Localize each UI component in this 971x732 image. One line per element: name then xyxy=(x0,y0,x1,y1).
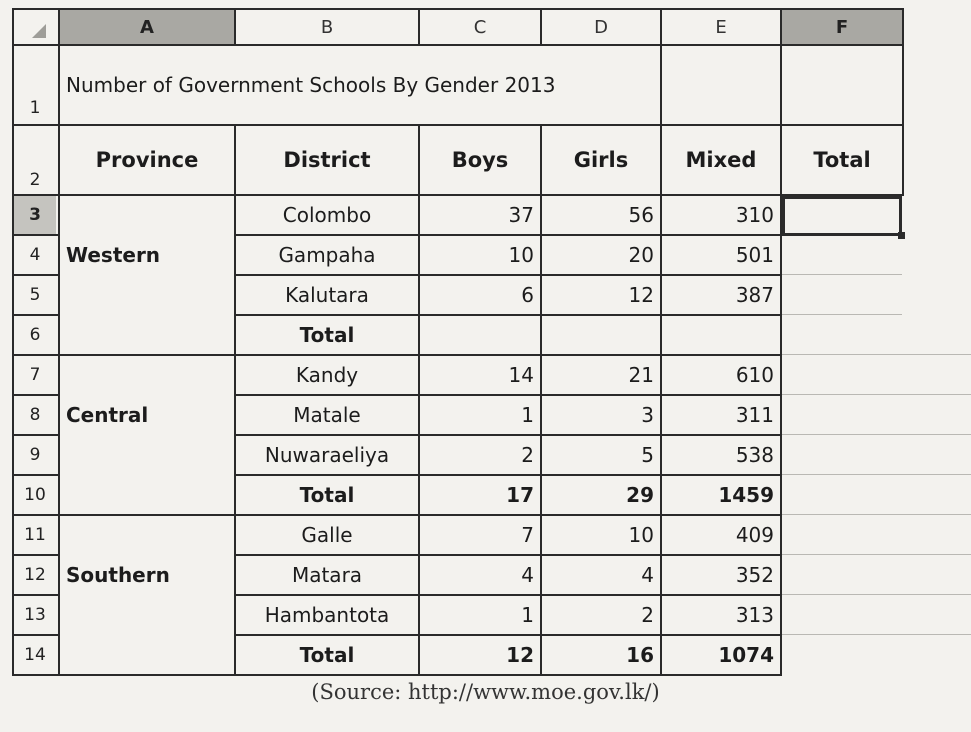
mixed-cell[interactable]: 501 xyxy=(735,243,774,267)
active-cell-f3[interactable] xyxy=(782,196,902,236)
girls-cell[interactable]: 20 xyxy=(628,243,654,267)
boys-cell[interactable]: 6 xyxy=(521,283,534,307)
mixed-total-cell[interactable]: 1074 xyxy=(718,643,774,667)
faint-gridline xyxy=(782,554,971,555)
source-caption: (Source: http://www.moe.gov.lk/) xyxy=(311,680,660,704)
gridline xyxy=(12,634,60,636)
faint-gridline xyxy=(782,274,902,275)
fill-handle[interactable] xyxy=(898,232,905,239)
header-total[interactable]: Total xyxy=(813,148,871,172)
district-total-cell[interactable]: Total xyxy=(299,323,355,347)
header-province[interactable]: Province xyxy=(95,148,199,172)
mixed-cell[interactable]: 387 xyxy=(735,283,774,307)
faint-gridline xyxy=(782,354,971,355)
row-header-4[interactable]: 4 xyxy=(29,245,41,265)
faint-gridline xyxy=(782,394,971,395)
gridline xyxy=(12,554,60,556)
boys-cell[interactable]: 4 xyxy=(521,563,534,587)
select-all-triangle-icon xyxy=(32,24,46,38)
district-cell[interactable]: Galle xyxy=(301,523,353,547)
row-header-6[interactable]: 6 xyxy=(29,325,41,345)
row-header-2[interactable]: 2 xyxy=(29,170,41,190)
district-cell[interactable]: Matara xyxy=(291,563,363,587)
select-all-corner[interactable] xyxy=(12,10,60,44)
column-header-e[interactable]: E xyxy=(715,16,727,38)
gridline xyxy=(12,394,60,396)
gridline xyxy=(12,274,60,276)
mixed-total-cell[interactable] xyxy=(662,316,780,354)
girls-cell[interactable]: 56 xyxy=(628,203,654,227)
girls-cell[interactable]: 12 xyxy=(628,283,654,307)
column-header-c[interactable]: C xyxy=(473,16,487,38)
row-header-1[interactable]: 1 xyxy=(29,98,41,118)
mixed-cell[interactable]: 610 xyxy=(735,363,774,387)
boys-total-cell[interactable]: 17 xyxy=(506,483,534,507)
faint-gridline xyxy=(782,594,971,595)
column-header-d[interactable]: D xyxy=(594,16,608,38)
gridline xyxy=(780,8,782,676)
mixed-total-cell[interactable]: 1459 xyxy=(718,483,774,507)
girls-total-cell[interactable] xyxy=(542,316,660,354)
row-header-3[interactable]: 3 xyxy=(14,196,56,234)
boys-cell[interactable]: 1 xyxy=(521,403,534,427)
row-header-5[interactable]: 5 xyxy=(29,285,41,305)
girls-cell[interactable]: 5 xyxy=(641,443,654,467)
mixed-cell[interactable]: 409 xyxy=(735,523,774,547)
gridline xyxy=(234,8,236,46)
gridline xyxy=(12,594,60,596)
gridline xyxy=(12,674,782,676)
province-southern[interactable]: Southern xyxy=(66,563,170,587)
gridline xyxy=(12,434,60,436)
girls-cell[interactable]: 2 xyxy=(641,603,654,627)
header-girls[interactable]: Girls xyxy=(573,148,629,172)
boys-cell[interactable]: 37 xyxy=(508,203,534,227)
district-cell[interactable]: Kandy xyxy=(295,363,359,387)
province-western[interactable]: Western xyxy=(66,243,161,267)
column-header-f[interactable]: F xyxy=(782,10,902,44)
gridline xyxy=(12,474,60,476)
column-header-b[interactable]: B xyxy=(320,16,334,38)
mixed-cell[interactable]: 311 xyxy=(735,403,774,427)
girls-cell[interactable]: 21 xyxy=(628,363,654,387)
header-mixed[interactable]: Mixed xyxy=(685,148,757,172)
gridline xyxy=(12,8,14,676)
boys-cell[interactable]: 14 xyxy=(508,363,534,387)
faint-gridline xyxy=(782,314,902,315)
row-header-7[interactable]: 7 xyxy=(29,365,41,385)
boys-total-cell[interactable]: 12 xyxy=(506,643,534,667)
boys-cell[interactable]: 7 xyxy=(521,523,534,547)
faint-gridline xyxy=(782,474,971,475)
table-title[interactable]: Number of Government Schools By Gender 2013 xyxy=(66,73,556,97)
faint-gridline xyxy=(782,634,971,635)
row-header-12[interactable]: 12 xyxy=(24,565,46,585)
girls-cell[interactable]: 4 xyxy=(641,563,654,587)
boys-cell[interactable]: 10 xyxy=(508,243,534,267)
row-header-10[interactable]: 10 xyxy=(24,485,46,505)
girls-cell[interactable]: 3 xyxy=(641,403,654,427)
column-header-a[interactable]: A xyxy=(60,10,234,44)
mixed-cell[interactable]: 310 xyxy=(735,203,774,227)
gridline xyxy=(12,314,60,316)
province-central[interactable]: Central xyxy=(66,403,149,427)
row-header-8[interactable]: 8 xyxy=(29,405,41,425)
gridline xyxy=(902,8,904,196)
district-total-cell[interactable]: Total xyxy=(299,483,355,507)
faint-gridline xyxy=(782,514,971,515)
mixed-cell[interactable]: 313 xyxy=(735,603,774,627)
mixed-cell[interactable]: 538 xyxy=(735,443,774,467)
row-header-9[interactable]: 9 xyxy=(29,445,41,465)
header-boys[interactable]: Boys xyxy=(451,148,509,172)
mixed-cell[interactable]: 352 xyxy=(735,563,774,587)
district-cell[interactable]: Nuwaraeliya xyxy=(264,443,390,467)
header-district[interactable]: District xyxy=(283,148,371,172)
row-header-14[interactable]: 14 xyxy=(24,645,46,665)
district-cell[interactable]: Matale xyxy=(293,403,361,427)
gridline xyxy=(418,8,420,46)
gridline xyxy=(12,234,60,236)
girls-total-cell[interactable]: 29 xyxy=(626,483,654,507)
girls-total-cell[interactable]: 16 xyxy=(626,643,654,667)
district-cell[interactable]: Kalutara xyxy=(285,283,369,307)
district-cell[interactable]: Colombo xyxy=(282,203,372,227)
boys-cell[interactable]: 1 xyxy=(521,603,534,627)
gridline xyxy=(12,8,904,10)
district-cell[interactable]: Hambantota xyxy=(264,603,390,627)
gridline xyxy=(540,8,542,46)
row-header-11[interactable]: 11 xyxy=(24,525,46,545)
boys-cell[interactable]: 2 xyxy=(521,443,534,467)
row-header-13[interactable]: 13 xyxy=(24,605,46,625)
district-cell[interactable]: Gampaha xyxy=(278,243,376,267)
district-total-cell[interactable]: Total xyxy=(299,643,355,667)
faint-gridline xyxy=(782,434,971,435)
girls-cell[interactable]: 10 xyxy=(628,523,654,547)
boys-total-cell[interactable] xyxy=(420,316,540,354)
